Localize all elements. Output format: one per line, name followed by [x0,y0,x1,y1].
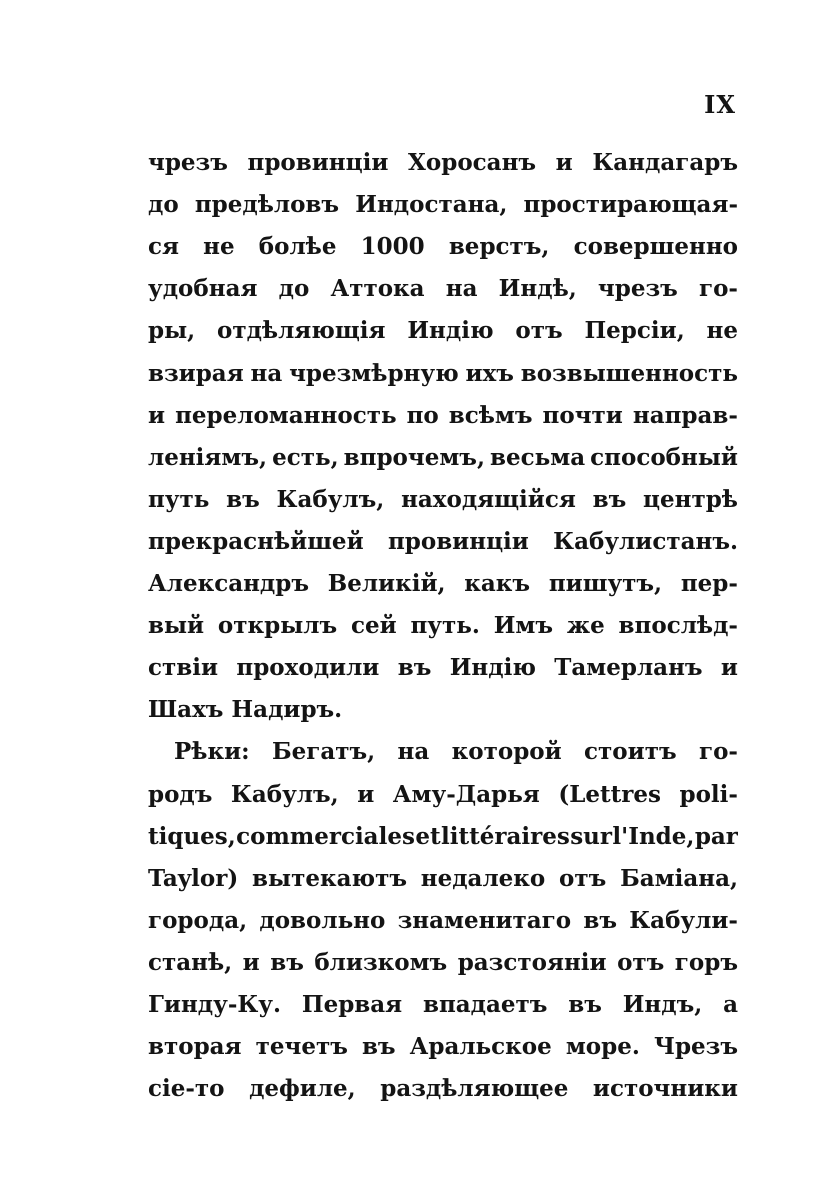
text-line: tiques, commerciales et littéraires sur l'Inde, par [148,822,738,850]
text-line: станѣ, и въ близкомъ разстояніи отъ горъ [148,948,738,976]
text-line: родъ Кабулъ, и Аму-Дарья (Lettres poli- [148,780,738,808]
text-line: путь въ Кабулъ, находящійся въ центрѣ [148,485,738,513]
text-line: прекраснѣйшей провинціи Кабулистанъ. [148,527,738,555]
text-line: сіе-то дефиле, раздѣляющее источники [148,1075,738,1103]
text-line: ры, отдѣляющія Индію отъ Персіи, не [148,317,738,345]
page-number: IX [704,90,736,119]
text-line: города, довольно знаменитаго въ Кабули- [148,906,738,934]
text-line: Гинду-Ку. Первая впадаетъ въ Индъ, а [148,991,738,1018]
text-line: взирая на чрезмѣрную ихъ возвышенность [148,359,738,387]
text-line: ся не болѣе 1000 верстъ, совершенно [148,233,738,261]
text-line: ствіи проходили въ Индію Тамерланъ и [148,654,738,682]
text-line: вый открылъ сей путь. Имъ же впослѣд- [148,612,738,640]
text-line: и переломанность по всѣмъ почти направ- [148,401,738,429]
text-line: вторая течетъ въ Аральское море. Чрезъ [148,1033,738,1061]
text-line: леніямъ, есть, впрочемъ, весьма способный [148,443,738,471]
text-line: Taylor) вытекаютъ недалеко отъ Баміана, [148,864,738,892]
text-line: чрезъ провинціи Хоросанъ и Кандагаръ [148,149,738,176]
text-line: Рѣки: Бегатъ, на которой стоитъ го- [174,738,738,766]
text-line: до предѣловъ Индостана, простирающая- [148,191,738,219]
text-line: Александръ Великій, какъ пишутъ, пер- [148,570,738,597]
text-line: Шахъ Надиръ. [148,696,343,724]
text-line: удобная до Аттока на Индѣ, чрезъ го- [148,275,738,303]
